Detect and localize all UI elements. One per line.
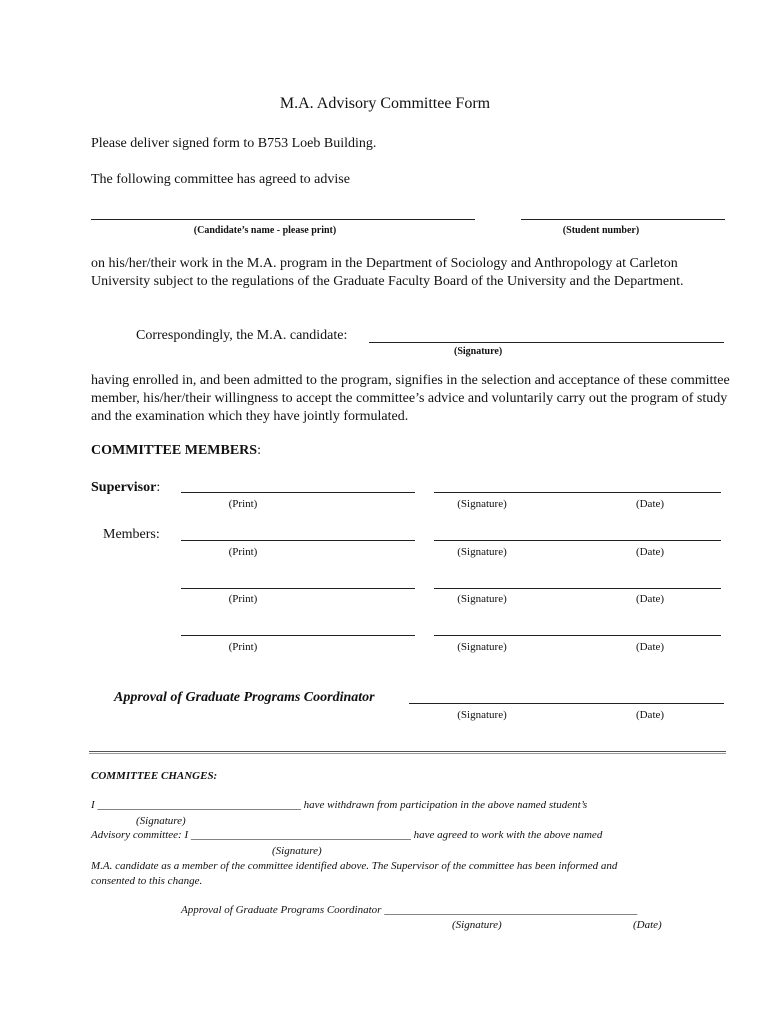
signature-label: (Signature) — [457, 709, 507, 721]
changes-heading: COMMITTEE CHANGES: — [91, 770, 218, 782]
section-divider — [89, 751, 726, 754]
candidate-signature-text: Correspondingly, the M.A. candidate: — [136, 328, 348, 343]
supervisor-colon: : — [156, 480, 161, 495]
member-signature-field[interactable] — [434, 540, 721, 541]
committee-heading-text: COMMITTEE MEMBERS — [91, 443, 258, 458]
advisory-line: Advisory committee: I ________________________________________ have agreed to work with the above named — [91, 829, 603, 841]
signature-label: (Signature) — [457, 546, 507, 558]
supervisor-print-field[interactable] — [181, 492, 415, 493]
enrolled-paragraph: having enrolled in, and been admitted to the program, signifies in the selection and acceptance of these committee member, his/her/their willingness to accept the committee’s advice and voluntarily carry out the program of study and the examination which they have jointly formulated. — [91, 373, 730, 424]
member-print-field[interactable] — [181, 635, 415, 636]
member-print-field[interactable] — [181, 588, 415, 589]
advisory-signature-label: (Signature) — [272, 845, 322, 857]
approval-small-date: (Date) — [633, 919, 662, 931]
approval-signature-field[interactable] — [409, 703, 724, 704]
student-number-field[interactable] — [521, 219, 725, 220]
date-label: (Date) — [635, 546, 665, 558]
supervisor-label — [91, 480, 160, 496]
withdraw-line: I _____________________________________ have withdrawn from participation in the above named student’s — [91, 799, 588, 811]
signature-label: (Signature) — [457, 593, 507, 605]
date-label: (Date) — [635, 709, 665, 721]
member-print-field[interactable] — [181, 540, 415, 541]
print-label: (Print) — [228, 546, 258, 558]
date-label: (Date) — [635, 641, 665, 653]
approval-small-signature: (Signature) — [452, 919, 502, 931]
print-label: (Print) — [228, 641, 258, 653]
candidate-signature-field[interactable] — [369, 342, 724, 343]
signature-label: (Signature) — [457, 641, 507, 653]
consented-line: consented to this change. — [91, 875, 203, 887]
committee-heading-colon: : — [257, 443, 261, 458]
withdraw-signature-label: (Signature) — [136, 815, 186, 827]
supervisor-signature-field[interactable] — [434, 492, 721, 493]
supervisor-label-text: Supervisor — [91, 480, 157, 495]
members-label: Members: — [103, 527, 160, 542]
agree-note: The following committee has agreed to advise — [91, 172, 350, 187]
member-signature-field[interactable] — [434, 635, 721, 636]
candidate-name-field[interactable] — [91, 219, 475, 220]
form-title: M.A. Advisory Committee Form — [279, 95, 491, 112]
approval-label: Approval of Graduate Programs Coordinator — [114, 690, 375, 705]
date-label: (Date) — [635, 593, 665, 605]
date-label: (Date) — [635, 498, 665, 510]
deliver-note: Please deliver signed form to B753 Loeb Building. — [91, 136, 377, 151]
member-signature-field[interactable] — [434, 588, 721, 589]
signature-label: (Signature) — [457, 498, 507, 510]
approval-small-line: Approval of Graduate Programs Coordinator ______________________________________________ — [181, 904, 638, 916]
print-label: (Print) — [228, 593, 258, 605]
program-paragraph: on his/her/their work in the M.A. program in the Department of Sociology and Anthropology at Carleton University subject to the regulations of the Graduate Faculty Board of the University and the Department. — [91, 256, 684, 289]
candidate-member-line: M.A. candidate as a member of the committee identified above. The Supervisor of the committee has been informed and — [91, 860, 618, 872]
candidate-name-label: (Candidate’s name - please print) — [193, 225, 337, 236]
candidate-signature-label: (Signature) — [454, 346, 503, 357]
print-label: (Print) — [228, 498, 258, 510]
student-number-label: (Student number) — [562, 225, 640, 236]
committee-heading — [91, 443, 261, 459]
